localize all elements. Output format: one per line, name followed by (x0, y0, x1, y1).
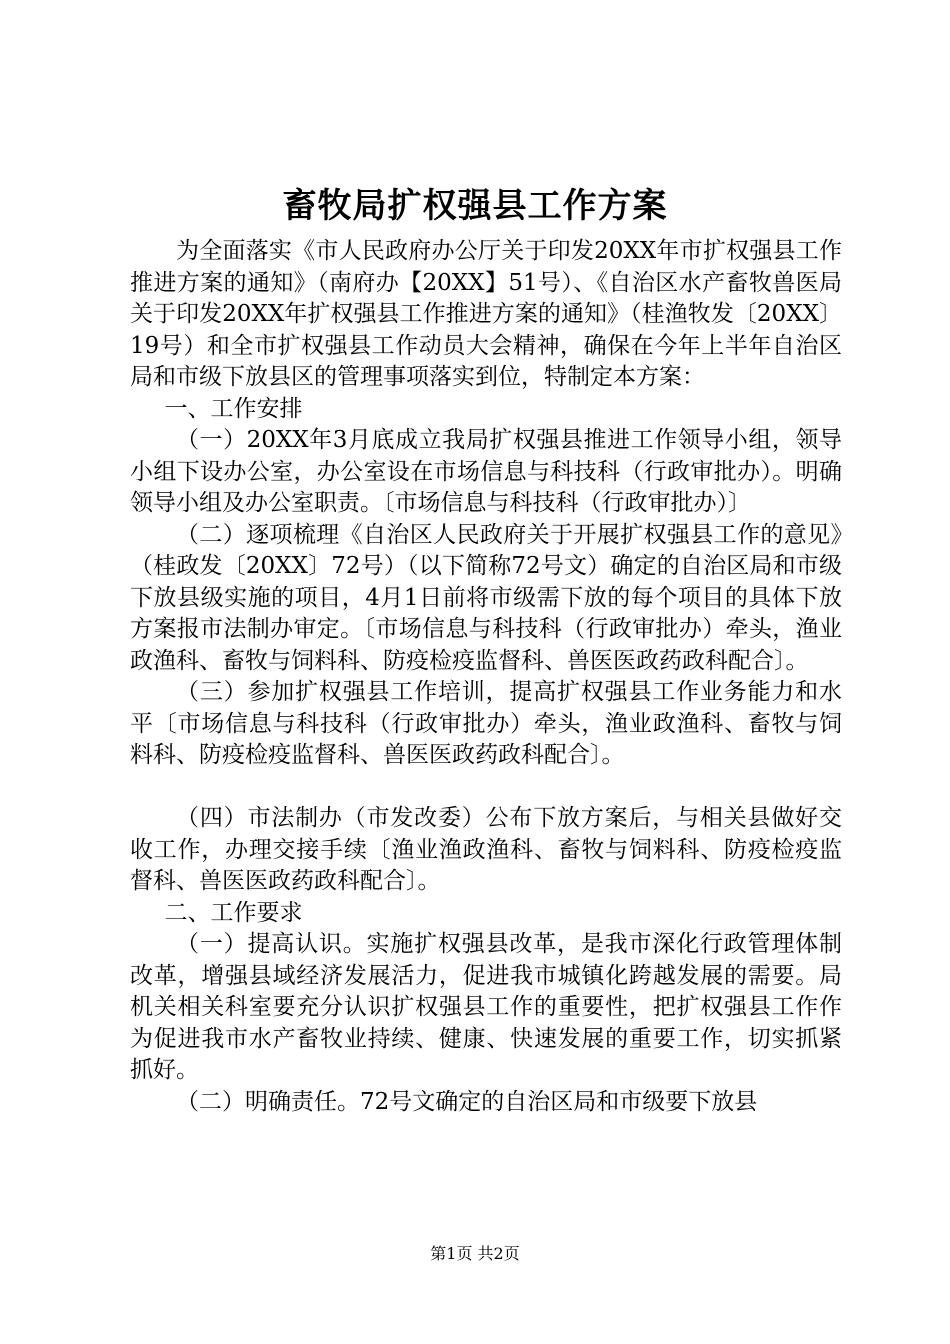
section-heading-work-arrangement: 一、工作安排 (164, 395, 303, 422)
arrangement-item-1: （一）20XX年3月底成立我局扩权强县推进工作领导小组，领导小组下设办公室，办公室设在市场信息与科技科（行政审批办）。明确领导小组及办公室职责。〔市场信息与科技科（行政审批办）〕 (130, 427, 842, 516)
section-heading-work-requirements: 二、工作要求 (164, 899, 303, 926)
arrangement-item-4: （四）市法制办（市发改委）公布下放方案后，与相关县做好交收工作，办理交接手续〔渔业渔政渔科、畜牧与饲料科、防疫检疫监督科、兽医医政药政科配合〕。 (130, 805, 842, 894)
arrangement-item-2: （二）逐项梳理《自治区人民政府关于开展扩权强县工作的意见》（桂政发〔20XX〕72号）（以下简称72号文）确定的自治区局和市级下放县级实施的项目，4月1日前将市级需下放的每个项目的具体下放方案报市法制办审定。〔市场信息与科技科（行政审批办）牵头，渔业政渔科、畜牧与饲料科、防疫检疫监督科、兽医医政药政科配合〕。 (130, 521, 842, 674)
arrangement-item-3: （三）参加扩权强县工作培训，提高扩权强县工作业务能力和水平〔市场信息与科技科（行政审批办）牵头，渔业政渔科、畜牧与饲料科、防疫检疫监督科、兽医医政药政科配合〕。 (130, 679, 842, 768)
page-footer: 第1页 共2页 (430, 1244, 520, 1263)
requirement-item-1: （一）提高认识。实施扩权强县改革，是我市深化行政管理体制改革，增强县域经济发展活力，促进我市城镇化跨越发展的需要。局机关相关科室要充分认识扩权强县工作的重要性，把扩权强县工作作为促进我市水产畜牧业持续、健康、快速发展的重要工作，切实抓紧抓好。 (130, 931, 842, 1083)
requirement-item-2: （二）明确责任。72号文确定的自治区局和市级要下放县 (176, 1088, 758, 1115)
document-body (130, 236, 842, 1118)
document-title: 畜牧局扩权强县工作方案 (282, 186, 668, 226)
intro-paragraph: 为全面落实《市人民政府办公厅关于印发20XX年市扩权强县工作推进方案的通知》（南府办【20XX】51号）、《自治区水产畜牧兽医局关于印发20XX年扩权强县工作推进方案的通知》（桂渔牧发〔20XX〕19号）和全市扩权强县工作动员大会精神，确保在今年上半年自治区局和市级下放县区的管理事项落实到位，特制定本方案： (130, 238, 842, 390)
